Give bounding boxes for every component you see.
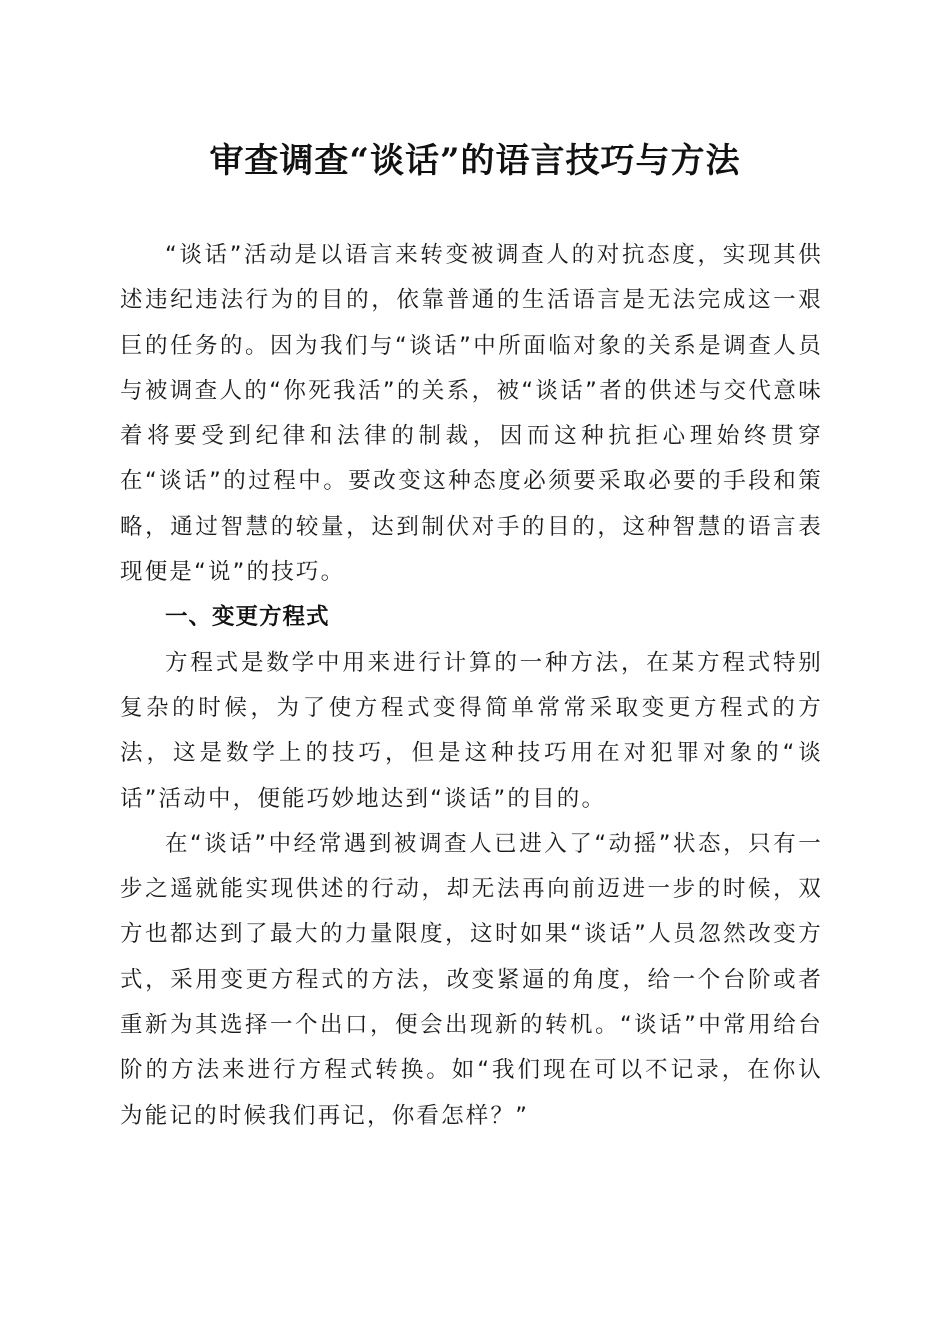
document-title: 审查调查“谈话”的语言技巧与方法: [209, 141, 741, 181]
paragraph-intro: “谈话”活动是以语言来转变被调查人的对抗态度，实现其供述违纪违法行为的目的，依靠普通的生活语言是无法完成这一艰巨的任务的。因为我们与“谈话”中所面临对象的关系是调查人员与被调查人的“你死我活”的关系，被“谈话”者的供述与交代意味着将要受到纪律和法律的制裁，因而这种抗拒心理始终贯穿在“谈话”的过程中。要改变这种态度必须要采取必要的手段和策略，通过智慧的较量，达到制伏对手的目的，这种智慧的语言表现便是“说”的技巧。: [120, 242, 823, 586]
section-heading: 一、变更方程式: [165, 604, 330, 631]
paragraph-turning-point: 在“谈话”中经常遇到被调查人已进入了“动摇”状态，只有一步之遥就能实现供述的行动，却无法再向前迈进一步的时候，双方也都达到了最大的力量限度，这时如果“谈话”人员忽然改变方式，采用变更方程式的方法，改变紧逼的角度，给一个台阶或者重新为其选择一个出口，便会出现新的转机。“谈话”中常用给台阶的方法来进行方程式转换。如“我们现在可以不记录，在你认为能记的时候我们再记，你看怎样？”: [120, 830, 823, 1129]
paragraph-equation-method: 方程式是数学中用来进行计算的一种方法，在某方程式特别复杂的时候，为了使方程式变得简单常常采取变更方程式的方法，这是数学上的技巧，但是这种技巧用在对犯罪对象的“谈话”活动中，便能巧妙地达到“谈话”的目的。: [120, 649, 823, 812]
document-body: [120, 233, 823, 1139]
